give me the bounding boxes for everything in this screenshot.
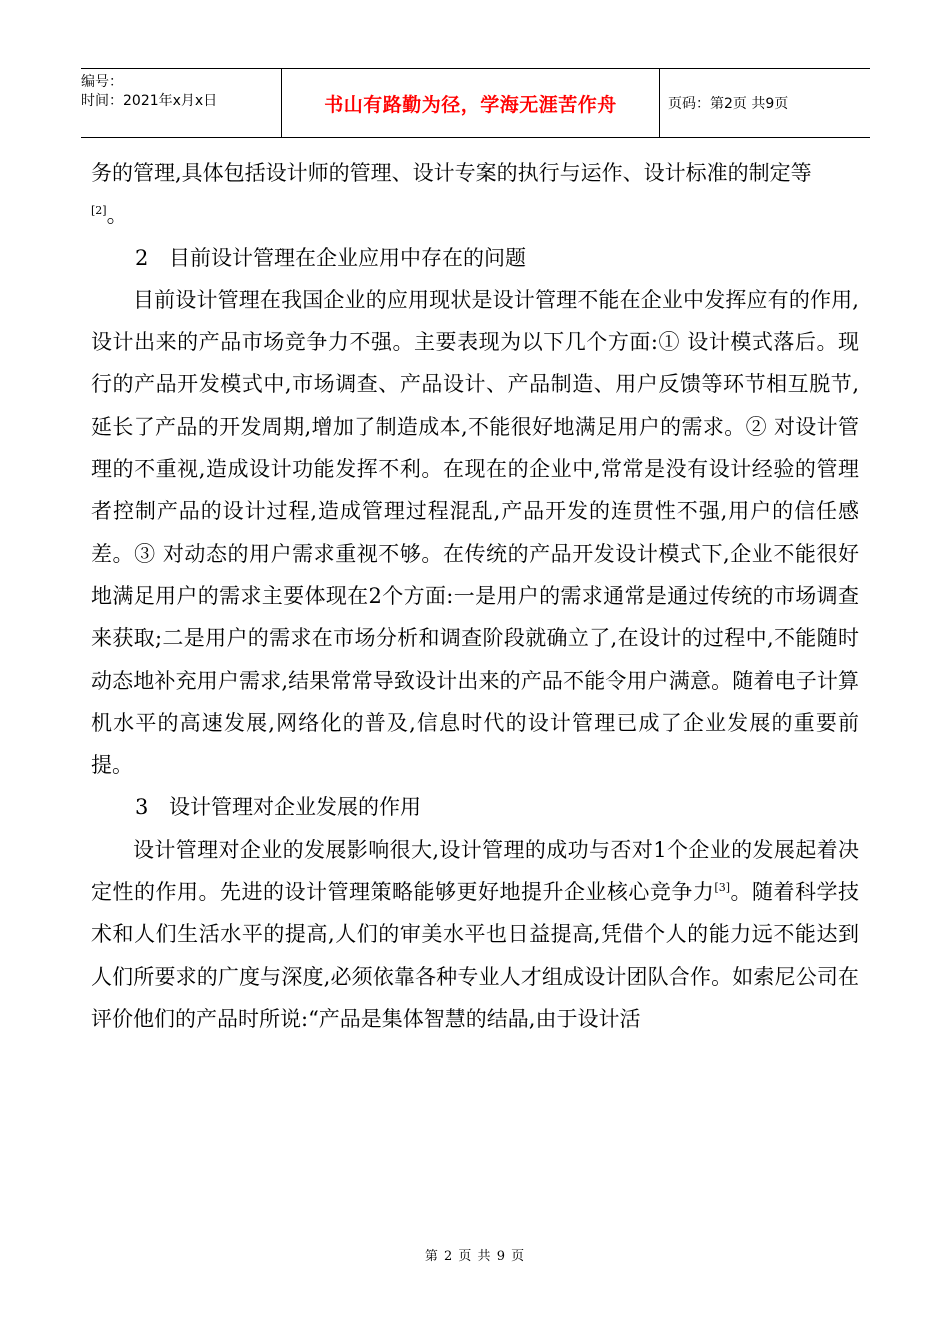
paragraph-current-status: 目前设计管理在我国企业的应用现状是设计管理不能在企业中发挥应有的作用,设计出来的产品市场竞争力不强。主要表现为以下几个方面:① 设计模式落后。现行的产品开发模式中,市场调查、产品设计、产品制造、用户反馈等环节相互脱节,延长了产品的开发周期,增加了制造成本,不能很好地满足用户的需求。② 对设计管理的不重视,造成设计功能发挥不利。在现在的企业中,常常是没有设计经验的管理者控制产品的设计过程,造成管理过程混乱,产品开发的连贯性不强,用户的信任感差。③ 对动态的用户需求重视不够。在传统的产品开发设计模式下,企业不能很好地满足用户的需求主要体现在2个方面:一是用户的需求通常是通过传统的市场调查来获取;二是用户的需求在市场分析和调查阶段就确立了,在设计的过程中,不能随时动态地补充用户需求,结果常常导致设计出来的产品不能令用户满意。随着电子计算机水平的高速发展,网络化的普及,信息时代的设计管理已成了企业发展的重要前提。 — [91, 287, 859, 778]
header-page-info: 页码：第2页 共9页 — [668, 96, 789, 112]
paragraph-text: 设计管理对企业的发展影响很大,设计管理的成功与否对1个企业的发展起着决定性的作用。先进的设计管理策略能够更好地提升企业核心竞争力 — [91, 837, 859, 905]
paragraph-continued — [91, 152, 859, 237]
paragraph-role — [91, 829, 859, 1040]
section-number: 2 — [135, 245, 149, 270]
section-heading-2 — [91, 237, 859, 279]
citation-ref: [3] — [714, 881, 731, 895]
page-footer: 第 2 页 共 9 页 — [424, 1249, 526, 1264]
paragraph-text: 。随着科学技术和人们生活水平的提高,人们的审美水平也日益提高,凭借个人的能力远不能达到人们所要求的广度与深度,必须依靠各种专业人才组成设计团队合作。如索尼公司在评价他们的产品时所说:“产品是集体智慧的结晶,由于设计活 — [91, 880, 859, 1031]
section-title: 目前设计管理在企业应用中存在的问题 — [169, 245, 526, 270]
section-title: 设计管理对企业发展的作用 — [169, 795, 421, 820]
section-number: 3 — [135, 795, 149, 820]
header-motto: 书山有路勤为径，学海无涯苦作舟 — [282, 69, 660, 137]
paragraph-end: 。 — [106, 203, 128, 228]
document-header — [81, 68, 870, 138]
header-meta-cell — [81, 69, 282, 137]
citation-ref: [2] — [91, 204, 107, 218]
document-time-label: 时间：2021年x月x日 — [81, 93, 218, 109]
section-heading-3 — [91, 786, 859, 828]
paragraph-text: 务的管理,具体包括设计师的管理、设计专案的执行与运作、设计标准的制定等 — [91, 161, 812, 185]
document-body — [91, 152, 859, 1040]
document-number-label: 编号： — [81, 74, 123, 90]
